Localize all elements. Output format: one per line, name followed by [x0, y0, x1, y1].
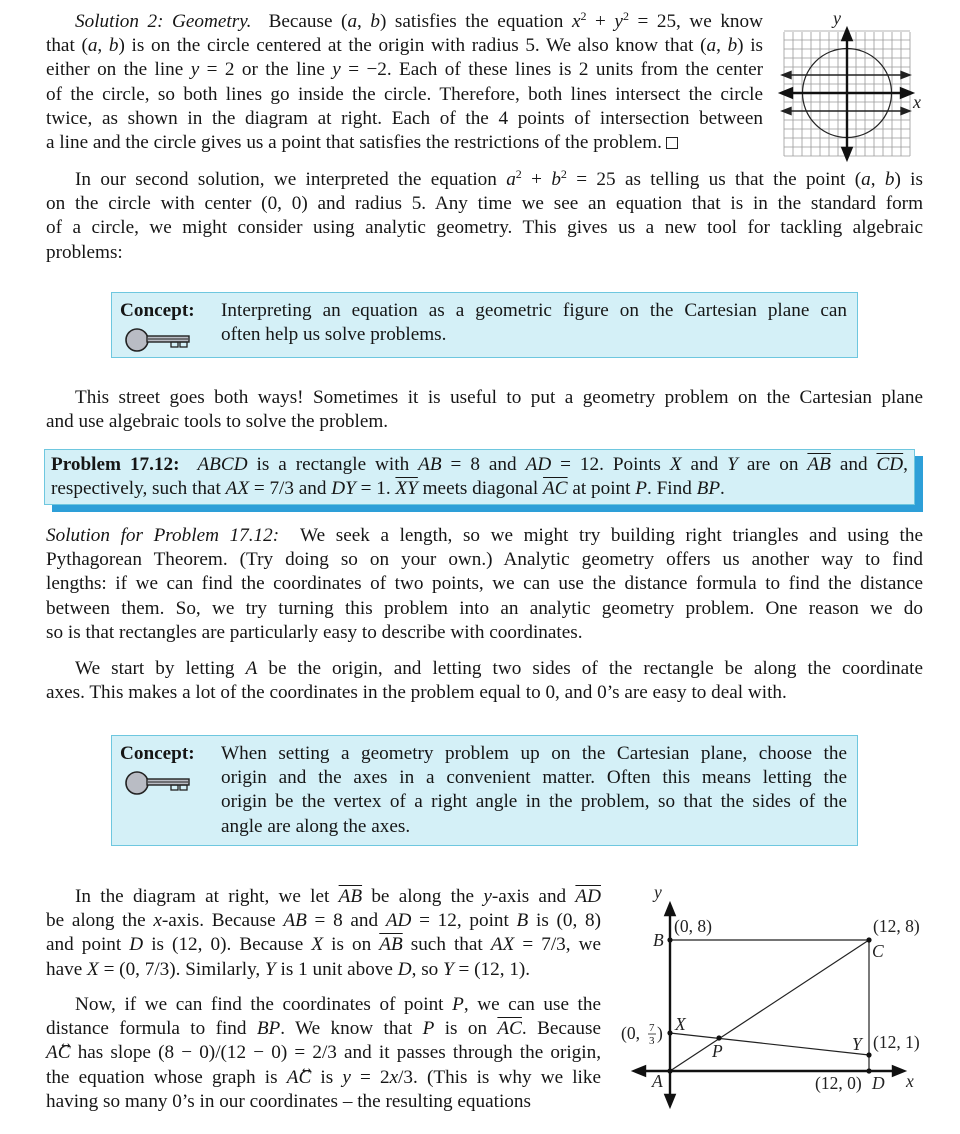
point-d	[866, 1068, 871, 1073]
second-solution-paragraph	[46, 168, 923, 265]
concept-box-2	[111, 735, 858, 846]
text-line: Interpreting an equation as a geometric figure on the Cartesian plane can	[221, 300, 847, 321]
circle-diagram	[770, 0, 960, 165]
qed-square-icon	[666, 137, 678, 149]
solution-heading: Solution for Problem 17.12:	[46, 525, 280, 546]
text-line: angle are along the axes.	[221, 815, 411, 837]
text-line: In the diagram at right, we let $\overline{AB}$ be along the y-axis and $\overline{AD}$	[75, 886, 601, 907]
text-line: Problem 17.12: ABCD is a rectangle with AB = 8 and AD = 12. Points X and Y are on $\overline{AB}$ and $\overline{CD}$,	[51, 454, 908, 475]
text-line: When setting a geometry problem up on the Cartesian plane, choose the	[221, 743, 847, 764]
label-x: X	[675, 1014, 686, 1034]
point-c	[866, 937, 871, 942]
text-line: axes. This makes a lot of the coordinates in the problem equal to 0, and 0’s are easy to deal with.	[46, 682, 787, 704]
point-a	[667, 1068, 672, 1073]
text-line: respectively, such that AX = 7/3 and DY = 1. $\overline{XY}$ meets diagonal $\overline{AC}$ at point P. Find BP.	[51, 478, 725, 500]
label-b: B	[653, 930, 664, 950]
label-a: A	[652, 1071, 663, 1091]
point-p	[716, 1035, 721, 1040]
text-line: Now, if we can find the coordinates of point P, we can use the	[75, 994, 601, 1015]
text-line: have X = (0, 7/3). Similarly, Y is 1 unit above D, so Y = (12, 1).	[46, 958, 531, 980]
y-axis-label: y	[833, 8, 841, 28]
problem-label: Problem 17.12:	[51, 454, 180, 475]
text-line: problems:	[46, 241, 123, 263]
point-b	[667, 937, 672, 942]
text-line: Pythagorean Theorem. (Try doing so on your own.) Analytic geometry offers us another way to find	[46, 549, 923, 571]
origin-paragraph	[46, 657, 923, 705]
coord-y: (12, 1)	[873, 1032, 920, 1052]
concept-box-1	[111, 292, 858, 358]
label-d: D	[872, 1073, 885, 1093]
text-line: of the circle, so both lines go inside the circle. Therefore, both lines intersect the circle	[46, 83, 763, 105]
text-line: so is that rectangles are particularly easy to describe with coordinates.	[46, 621, 583, 643]
now-paragraph	[46, 993, 601, 1114]
text-line: be along the x-axis. Because AB = 8 and AD = 12, point B is (0, 8)	[46, 910, 602, 932]
key-icon	[124, 327, 192, 353]
concept-text	[221, 299, 847, 347]
text-line: often help us solve problems.	[221, 324, 447, 346]
text-line: that (a, b) is on the circle centered at the origin with radius 5. We also know that (a, b) is	[46, 35, 764, 57]
text-line: AC⃡ has slope (8 − 0)/(12 − 0) = 2/3 and it passes through the origin,	[46, 1042, 601, 1064]
street-paragraph	[46, 386, 923, 434]
text-line: twice, as shown in the diagram at right. Each of the 4 points of intersection between	[46, 107, 763, 129]
rectangle-diagram	[615, 880, 960, 1134]
solution-2-paragraph	[46, 10, 763, 155]
text-line: and point D is (12, 0). Because X is on $\overline{AB}$ such that AX = 7/3, we	[46, 934, 601, 956]
coord-x-suffix: )	[657, 1023, 663, 1043]
diagram-paragraph	[46, 885, 601, 982]
text-line: Solution 2: Geometry. Because (a, b) satisfies the equation $x^2 + y^2 = 25$, we know	[75, 9, 763, 32]
label-y: Y	[852, 1034, 862, 1054]
text-line: and use algebraic tools to solve the problem.	[46, 411, 389, 433]
text-line: Solution for Problem 17.12: We seek a length, so we might try building right triangles and using the	[46, 525, 924, 546]
solution-1712-paragraph	[46, 524, 923, 645]
coord-x-num: 7	[649, 1022, 655, 1034]
solution-heading: Solution 2: Geometry.	[75, 11, 252, 32]
text-line: either on the line y = 2 or the line y = −2. Each of these lines is 2 units from the center	[46, 59, 763, 81]
coord-d: (12, 0)	[815, 1073, 862, 1093]
y-axis-label: y	[654, 882, 662, 902]
text-line: This street goes both ways! Sometimes it is useful to put a geometry problem on the Cartesian plane	[75, 387, 923, 408]
text-line: of a circle, we might consider using analytic geometry. This gives us a new tool for tackling algebraic	[46, 217, 923, 239]
text-line: on the circle with center (0, 0) and radius 5. Any time we see an equation that is in the standard form	[46, 193, 923, 215]
point-y	[866, 1052, 871, 1057]
text-line: the equation whose graph is AC⃡ is y = 2x/3. (This is why we like	[46, 1066, 601, 1088]
text-line: In our second solution, we interpreted the equation $a^2 + b^2 = 25$ as telling us that the point (a, b) is	[75, 167, 923, 190]
label-p: P	[712, 1041, 723, 1061]
x-axis-label: x	[906, 1071, 914, 1091]
concept-label: Concept:	[120, 743, 195, 764]
key-icon	[124, 770, 192, 796]
text-line: a line and the circle gives us a point that satisfies the restrictions of the problem.	[46, 131, 763, 155]
coord-x-prefix: (0,	[621, 1023, 640, 1043]
text-line: origin be the vertex of a right angle in the problem, so that the sides of the	[221, 791, 847, 813]
text-line: between them. So, we try turning this problem into an analytic geometry problem. One reason we do	[46, 597, 923, 619]
text-line: We start by letting A be the origin, and letting two sides of the rectangle be along the coordinate	[75, 658, 924, 679]
coord-c: (12, 8)	[873, 916, 920, 936]
concept-text	[221, 742, 847, 839]
text-line: having so many 0’s in our coordinates – the resulting equations	[46, 1090, 531, 1112]
concept-label: Concept:	[120, 300, 195, 321]
text-line: origin and the axes in a convenient matter. Often this means letting the	[221, 767, 847, 789]
text-line: distance formula to find BP. We know that P is on $\overline{AC}$. Because	[46, 1018, 601, 1040]
point-x	[667, 1030, 672, 1035]
label-c: C	[872, 941, 884, 961]
coord-x-den: 3	[649, 1035, 655, 1047]
coord-b: (0, 8)	[674, 916, 712, 936]
x-axis-label: x	[913, 92, 921, 112]
text-line: lengths: if we can find the coordinates of two points, we can use the distance formula to find the distance	[46, 573, 923, 595]
problem-box	[44, 449, 915, 505]
